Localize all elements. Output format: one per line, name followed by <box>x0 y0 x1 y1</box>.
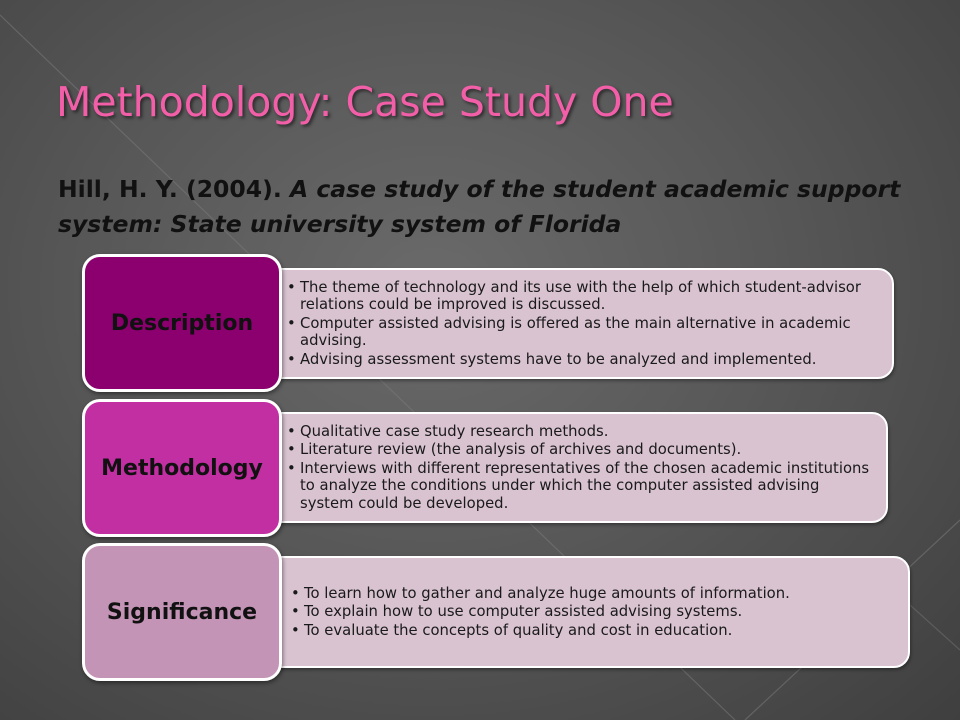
significance-label-box <box>82 543 282 681</box>
significance-bullet-list <box>290 584 898 641</box>
significance-bullet: • To explain how to use computer assisted advising systems. <box>290 603 898 621</box>
description-bullet: • Computer assisted advising is offered as the main alternative in academic advising. <box>286 315 882 350</box>
methodology-bullet: • Interviews with different representatives of the chosen academic institutions to analyze the conditions under which the computer assisted advising system could be developed. <box>286 460 876 513</box>
description-bullet-list <box>286 278 882 370</box>
methodology-panel <box>262 412 888 523</box>
significance-panel <box>262 556 910 668</box>
citation-title: A case study of the student academic support system: State university system of Florida <box>58 175 901 238</box>
description-panel <box>262 268 894 379</box>
citation <box>58 172 918 242</box>
description-label-box <box>82 254 282 392</box>
description-label: Description <box>110 310 254 336</box>
significance-bullet: • To learn how to gather and analyze huge amounts of information. <box>290 585 898 603</box>
methodology-label: Methodology <box>101 455 263 481</box>
description-bullet: • The theme of technology and its use with the help of which student-advisor relations could be improved is discussed. <box>286 279 882 314</box>
citation-author: Hill, H. Y. (2004). <box>58 175 282 203</box>
slide-title: Methodology: Case Study One <box>56 78 674 126</box>
methodology-bullet-list <box>286 422 876 514</box>
methodology-label-box <box>82 399 282 537</box>
significance-bullet: • To evaluate the concepts of quality and cost in education. <box>290 622 898 640</box>
methodology-bullet: • Qualitative case study research methods. <box>286 423 876 441</box>
methodology-bullet: • Literature review (the analysis of archives and documents). <box>286 441 876 459</box>
significance-label: Significance <box>106 599 258 625</box>
description-bullet: • Advising assessment systems have to be analyzed and implemented. <box>286 351 882 369</box>
